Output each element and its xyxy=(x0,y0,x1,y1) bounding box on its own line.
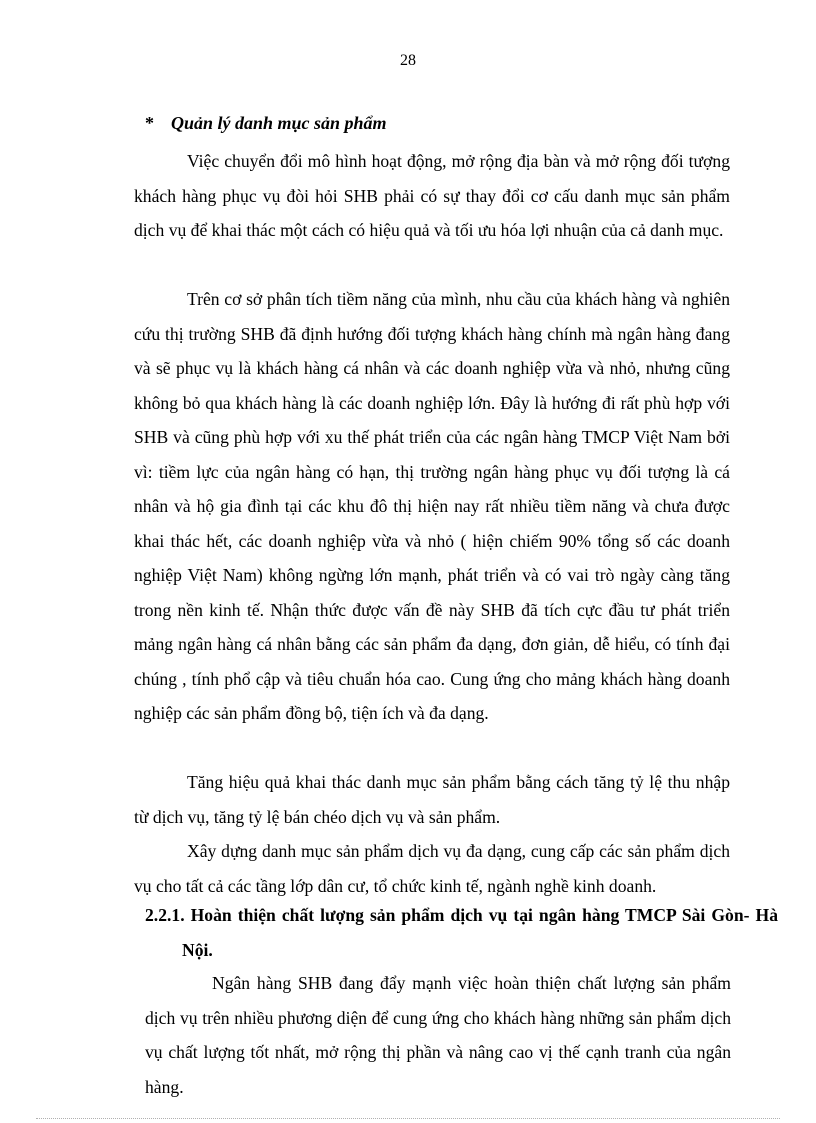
subsection-heading: 2.2.1. Hoàn thiện chất lượng sản phẩm dịch vụ tại ngân hàng TMCP Sài Gòn- Hà Nội. xyxy=(145,905,778,960)
paragraph-market-orientation: Trên cơ sở phân tích tiềm năng của mình, nhu cầu của khách hàng và nghiên cứu thị trường SHB đã định hướng đối tượng khách hàng chính mà ngân hàng đang và sẽ phục vụ là khách hàng cá nhân và các doanh nghiệp vừa và nhỏ, nhưng cũng không bỏ qua khách hàng là các doanh nghiệp lớn. Đây là hướng đi rất phù hợp với SHB và cũng phù hợp với xu thế phát triển của các ngân hàng TMCP Việt Nam bởi vì: tiềm lực của ngân hàng có hạn, thị trường ngân hàng phục vụ đối tượng là cá nhân và hộ gia đình tại các khu đô thị hiện nay rất nhiều tiềm năng và chưa được khai thác hết, các doanh nghiệp vừa và nhỏ ( hiện chiếm 90% tổng số các doanh nghiệp Việt Nam) không ngừng lớn mạnh, phát triển và có vai trò ngày càng tăng trong nền kinh tế. Nhận thức được vấn đề này SHB đã tích cực đầu tư phát triển mảng ngân hàng cá nhân bằng các sản phẩm đa dạng, đơn giản, dễ hiểu, có tính đại chúng , tính phổ cập và tiêu chuẩn hóa cao. Cung ứng cho mảng khách hàng doanh nghiệp các sản phẩm đồng bộ, tiện ích và đa dạng. xyxy=(134,289,730,723)
paragraph-efficiency: Tăng hiệu quả khai thác danh mục sản phẩm bằng cách tăng tỷ lệ thu nhập từ dịch vụ, tăng tỷ lệ bán chéo dịch vụ và sản phẩm. xyxy=(134,772,730,827)
paragraph-quality-improvement: Ngân hàng SHB đang đẩy mạnh việc hoàn thiện chất lượng sản phẩm dịch vụ trên nhiều phương diện để cung ứng cho khách hàng những sản phẩm dịch vụ chất lượng tốt nhất, mở rộng thị phần và nâng cao vị thế cạnh tranh của ngân hàng. xyxy=(145,973,731,1097)
section-title: Quản lý danh mục sản phẩm xyxy=(171,113,387,133)
page-number: 28 xyxy=(400,52,416,69)
heading-bullet: * xyxy=(145,113,154,133)
section-heading xyxy=(145,113,387,134)
page-bottom-divider xyxy=(36,1118,780,1119)
paragraph-diversify: Xây dựng danh mục sản phẩm dịch vụ đa dạng, cung cấp các sản phẩm dịch vụ cho tất cả các tầng lớp dân cư, tổ chức kinh tế, ngành nghề kinh doanh. xyxy=(134,841,730,896)
paragraph-portfolio-change: Việc chuyển đổi mô hình hoạt động, mở rộng địa bàn và mở rộng đối tượng khách hàng phục vụ đòi hỏi SHB phải có sự thay đổi cơ cấu danh mục sản phẩm dịch vụ để khai thác một cách có hiệu quả và tối ưu hóa lợi nhuận của cả danh mục. xyxy=(134,151,730,240)
